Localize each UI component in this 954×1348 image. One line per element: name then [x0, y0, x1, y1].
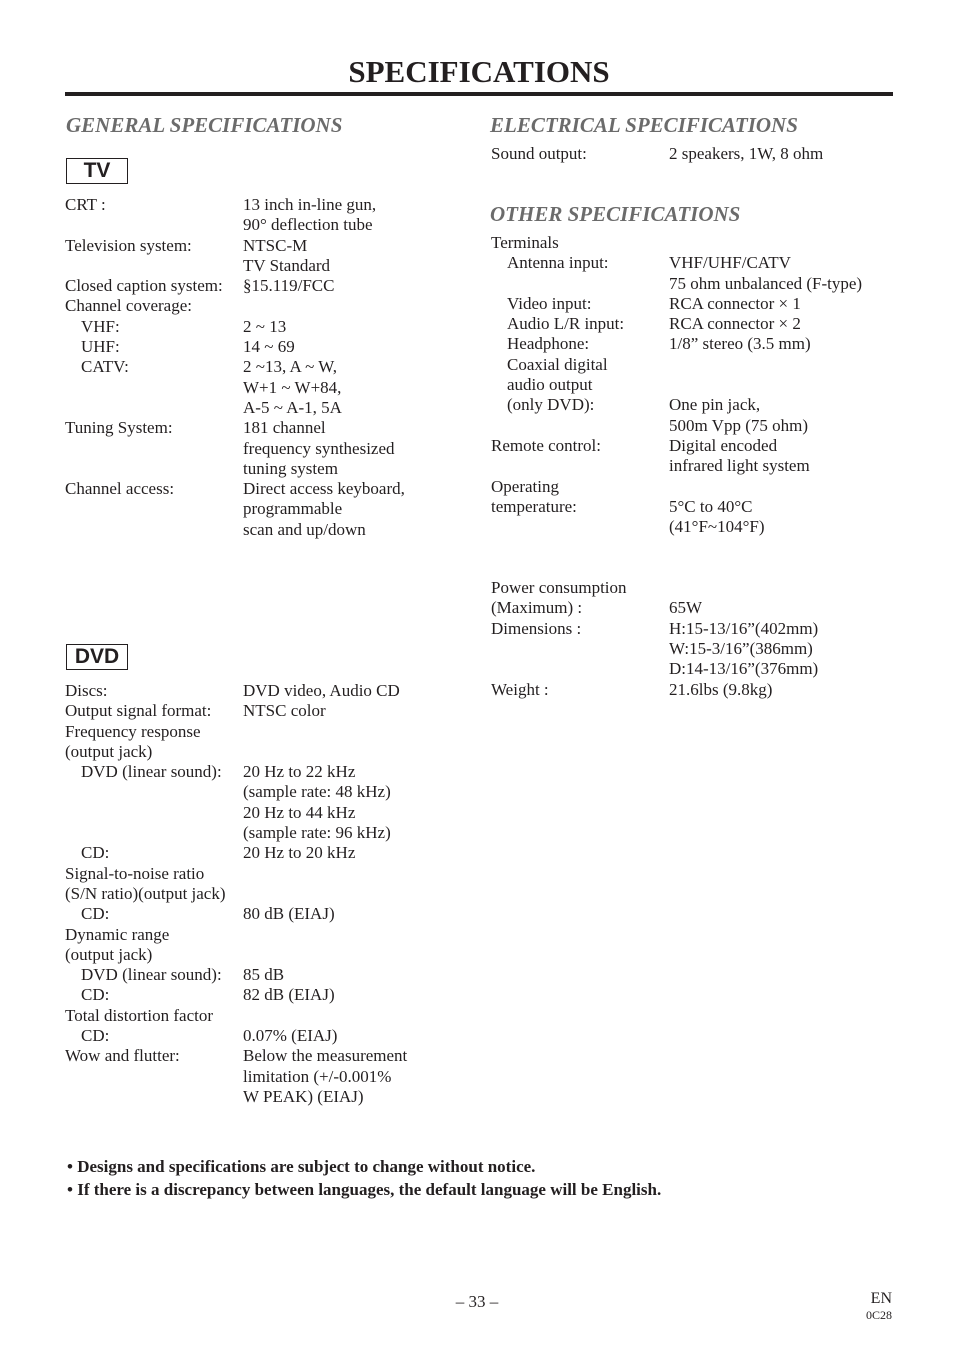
- spec-value: 13 inch in-line gun,: [243, 195, 377, 214]
- spec-label: [65, 520, 243, 540]
- spec-row: [65, 418, 405, 438]
- spec-label: Total distortion factor: [65, 1005, 213, 1025]
- spec-row: [65, 1067, 407, 1087]
- spec-value: VHF/UHF/CATV: [669, 253, 791, 273]
- spec-row: [65, 965, 407, 985]
- spec-label: [491, 558, 669, 578]
- spec-row: [65, 276, 405, 296]
- spec-value: H:15-13/16”(402mm): [669, 618, 819, 638]
- dvd-badge: DVD: [66, 644, 128, 670]
- spec-value: W:15-3/16”(386mm): [669, 638, 813, 658]
- spec-row: [491, 558, 862, 578]
- spec-value: A-5 ~ A-1, 5A: [243, 397, 342, 417]
- spec-value: 181 channel: [243, 418, 326, 438]
- spec-row: [491, 314, 862, 334]
- spec-row: [491, 680, 862, 700]
- spec-value: 500m Vpp (75 ohm): [669, 415, 808, 435]
- spec-value: 14 ~ 69: [243, 337, 295, 357]
- spec-label: Dynamic range: [65, 924, 170, 944]
- spec-label: Power consumption: [491, 578, 627, 598]
- spec-row: [65, 337, 405, 357]
- spec-row: [491, 144, 823, 164]
- spec-label: Weight :: [491, 679, 549, 699]
- spec-label: [65, 803, 243, 823]
- dvd-spec-list: [65, 681, 407, 1107]
- spec-value: 20 Hz to 22 kHz: [243, 762, 356, 782]
- spec-value: §15.119/FCC: [243, 276, 335, 296]
- spec-value: 1/8” stereo (3.5 mm): [669, 334, 811, 354]
- spec-row: [491, 233, 862, 253]
- spec-row: [65, 823, 407, 843]
- spec-label: VHF:: [81, 316, 120, 336]
- spec-row: [491, 395, 862, 415]
- spec-label: [491, 517, 669, 537]
- spec-label: Headphone:: [507, 334, 590, 354]
- spec-label: [491, 274, 669, 294]
- page-title: SPECIFICATIONS: [348, 54, 610, 89]
- spec-label: Channel coverage:: [65, 296, 192, 316]
- spec-value: frequency synthesized: [243, 438, 395, 458]
- spec-row: [65, 1026, 407, 1046]
- spec-row: [65, 722, 407, 742]
- spec-value: 2 speakers, 1W, 8 ohm: [669, 144, 824, 163]
- spec-row: [65, 945, 407, 965]
- spec-row: [65, 904, 407, 924]
- spec-label: [65, 1067, 243, 1087]
- spec-value: (sample rate: 48 kHz): [243, 782, 391, 802]
- spec-value: One pin jack,: [669, 395, 761, 415]
- spec-label: Wow and flutter:: [65, 1046, 180, 1066]
- spec-label: [65, 215, 243, 235]
- spec-value: W PEAK) (EIAJ): [243, 1086, 364, 1106]
- tv-badge: TV: [66, 158, 128, 184]
- spec-row: [491, 578, 862, 598]
- spec-label: Output signal format:: [65, 701, 212, 721]
- footnote: • If there is a discrepancy between languages, the default language will be English.: [67, 1180, 662, 1199]
- spec-label: [491, 416, 669, 436]
- other-spec-list: [491, 233, 862, 700]
- spec-label: (Maximum) :: [491, 598, 583, 618]
- spec-label: Signal-to-noise ratio: [65, 863, 205, 883]
- spec-row: [65, 843, 407, 863]
- spec-label: CD:: [81, 1026, 110, 1046]
- spec-row: [491, 598, 862, 618]
- spec-value: 20 Hz to 44 kHz: [243, 802, 356, 822]
- spec-label: [65, 1087, 243, 1107]
- spec-row: [65, 762, 407, 782]
- general-specifications-heading: GENERAL SPECIFICATIONS: [66, 113, 343, 137]
- spec-value: 85 dB: [243, 965, 285, 985]
- spec-label: Sound output:: [491, 144, 587, 163]
- spec-label: [65, 256, 243, 276]
- spec-value: 75 ohm unbalanced (F-type): [669, 273, 863, 293]
- spec-value: Direct access keyboard,: [243, 479, 405, 499]
- spec-value: NTSC color: [243, 701, 326, 721]
- spec-value: 82 dB (EIAJ): [243, 985, 335, 1005]
- spec-label: [65, 459, 243, 479]
- spec-label: [65, 823, 243, 843]
- spec-label: (only DVD):: [507, 395, 595, 415]
- spec-label: Channel access:: [65, 479, 175, 499]
- spec-row: [491, 619, 862, 639]
- spec-row: [65, 925, 407, 945]
- spec-value: RCA connector × 2: [669, 314, 801, 334]
- spec-value: 20 Hz to 20 kHz: [243, 843, 356, 863]
- spec-row: [491, 334, 862, 354]
- page-number: – 33 –: [455, 1292, 499, 1311]
- spec-value: (41°F~104°F): [669, 517, 765, 537]
- spec-value: Digital encoded: [669, 435, 778, 455]
- spec-row: [65, 195, 405, 215]
- spec-value: limitation (+/-0.001%: [243, 1066, 392, 1086]
- spec-value: NTSC-M: [243, 235, 308, 255]
- spec-row: [491, 253, 862, 273]
- language-code: EN: [870, 1290, 892, 1307]
- spec-value: RCA connector × 1: [669, 293, 801, 313]
- spec-row: [491, 639, 862, 659]
- spec-label: DVD (linear sound):: [81, 965, 222, 985]
- spec-value: D:14-13/16”(376mm): [669, 659, 819, 679]
- spec-row: [65, 1006, 407, 1026]
- spec-label: Operating: [491, 476, 559, 496]
- spec-label: Audio L/R input:: [507, 314, 625, 334]
- spec-row: [65, 398, 405, 418]
- spec-value: W+1 ~ W+84,: [243, 377, 342, 397]
- spec-value: 5°C to 40°C: [669, 496, 753, 516]
- spec-row: [65, 256, 405, 276]
- spec-row: [65, 357, 405, 377]
- spec-value: TV Standard: [243, 255, 331, 275]
- spec-row: [491, 477, 862, 497]
- spec-label: [491, 659, 669, 679]
- spec-row: [65, 439, 405, 459]
- spec-row: [491, 436, 862, 456]
- spec-row: [65, 1087, 407, 1107]
- title-divider: [65, 92, 893, 96]
- spec-row: [65, 479, 405, 499]
- spec-label: Antenna input:: [507, 253, 609, 273]
- spec-label: (output jack): [65, 944, 153, 964]
- spec-value: 65W: [669, 598, 703, 618]
- spec-label: [491, 456, 669, 476]
- spec-value: DVD video, Audio CD: [243, 681, 400, 700]
- spec-label: CATV:: [81, 357, 129, 377]
- spec-row: [65, 803, 407, 823]
- spec-row: [65, 864, 407, 884]
- electrical-specifications-heading: ELECTRICAL SPECIFICATIONS: [490, 113, 798, 137]
- spec-value: 2 ~ 13: [243, 316, 287, 336]
- other-specifications-heading: OTHER SPECIFICATIONS: [490, 202, 741, 226]
- spec-label: [491, 537, 669, 557]
- spec-row: [65, 884, 407, 904]
- spec-value: Below the measurement: [243, 1046, 408, 1066]
- spec-label: (S/N ratio)(output jack): [65, 883, 226, 903]
- spec-label: Video input:: [507, 293, 592, 313]
- spec-row: [65, 681, 407, 701]
- spec-row: [491, 355, 862, 375]
- spec-row: [491, 274, 862, 294]
- spec-row: [65, 701, 407, 721]
- spec-row: [491, 294, 862, 314]
- footnote: • Designs and specifications are subject to change without notice.: [67, 1157, 536, 1176]
- spec-label: [65, 499, 243, 519]
- spec-value: scan and up/down: [243, 519, 366, 539]
- spec-value: tuning system: [243, 458, 338, 478]
- spec-label: CD:: [81, 843, 110, 863]
- spec-row: [65, 378, 405, 398]
- spec-value: (sample rate: 96 kHz): [243, 823, 391, 843]
- spec-label: Remote control:: [491, 435, 602, 455]
- spec-value: 2 ~13, A ~ W,: [243, 357, 337, 377]
- spec-label: UHF:: [81, 337, 120, 357]
- spec-row: [65, 296, 405, 316]
- spec-value: 0.07% (EIAJ): [243, 1026, 338, 1046]
- spec-label: Tuning System:: [65, 418, 173, 438]
- spec-label: [65, 378, 243, 398]
- spec-row: [65, 499, 405, 519]
- spec-label: Coaxial digital: [507, 354, 608, 374]
- electrical-spec-list: [491, 144, 823, 164]
- footnotes: [67, 1155, 661, 1201]
- spec-label: [65, 782, 243, 802]
- spec-row: [491, 659, 862, 679]
- spec-label: CRT :: [65, 195, 106, 214]
- spec-row: [65, 520, 405, 540]
- tv-spec-list: [65, 195, 405, 540]
- spec-row: [65, 1046, 407, 1066]
- spec-row: [491, 497, 862, 517]
- spec-row: [491, 416, 862, 436]
- spec-label: Frequency response: [65, 721, 201, 741]
- spec-label: Dimensions :: [491, 618, 582, 638]
- spec-row: [491, 517, 862, 537]
- spec-label: [65, 439, 243, 459]
- spec-label: Closed caption system:: [65, 276, 223, 296]
- spec-label: CD:: [81, 904, 110, 924]
- spec-label: Discs:: [65, 681, 108, 700]
- spec-label: [65, 398, 243, 418]
- spec-row: [65, 985, 407, 1005]
- spec-value: programmable: [243, 499, 343, 519]
- spec-row: [65, 215, 405, 235]
- spec-label: (output jack): [65, 741, 153, 761]
- spec-row: [65, 742, 407, 762]
- spec-value: 80 dB (EIAJ): [243, 904, 335, 924]
- spec-value: 90° deflection tube: [243, 215, 373, 235]
- spec-row: [491, 456, 862, 476]
- spec-label: audio output: [507, 375, 593, 395]
- spec-value: 21.6lbs (9.8kg): [669, 679, 773, 699]
- spec-row: [65, 236, 405, 256]
- spec-row: [65, 782, 407, 802]
- spec-row: [65, 317, 405, 337]
- spec-label: Television system:: [65, 235, 192, 255]
- spec-row: [65, 459, 405, 479]
- spec-value: infrared light system: [669, 456, 810, 476]
- spec-label: [491, 639, 669, 659]
- spec-label: Terminals: [491, 233, 559, 252]
- spec-label: DVD (linear sound):: [81, 762, 222, 782]
- spec-row: [491, 375, 862, 395]
- document-code: 0C28: [865, 1308, 892, 1322]
- spec-label: temperature:: [491, 496, 577, 516]
- spec-label: CD:: [81, 985, 110, 1005]
- spec-row: [491, 537, 862, 557]
